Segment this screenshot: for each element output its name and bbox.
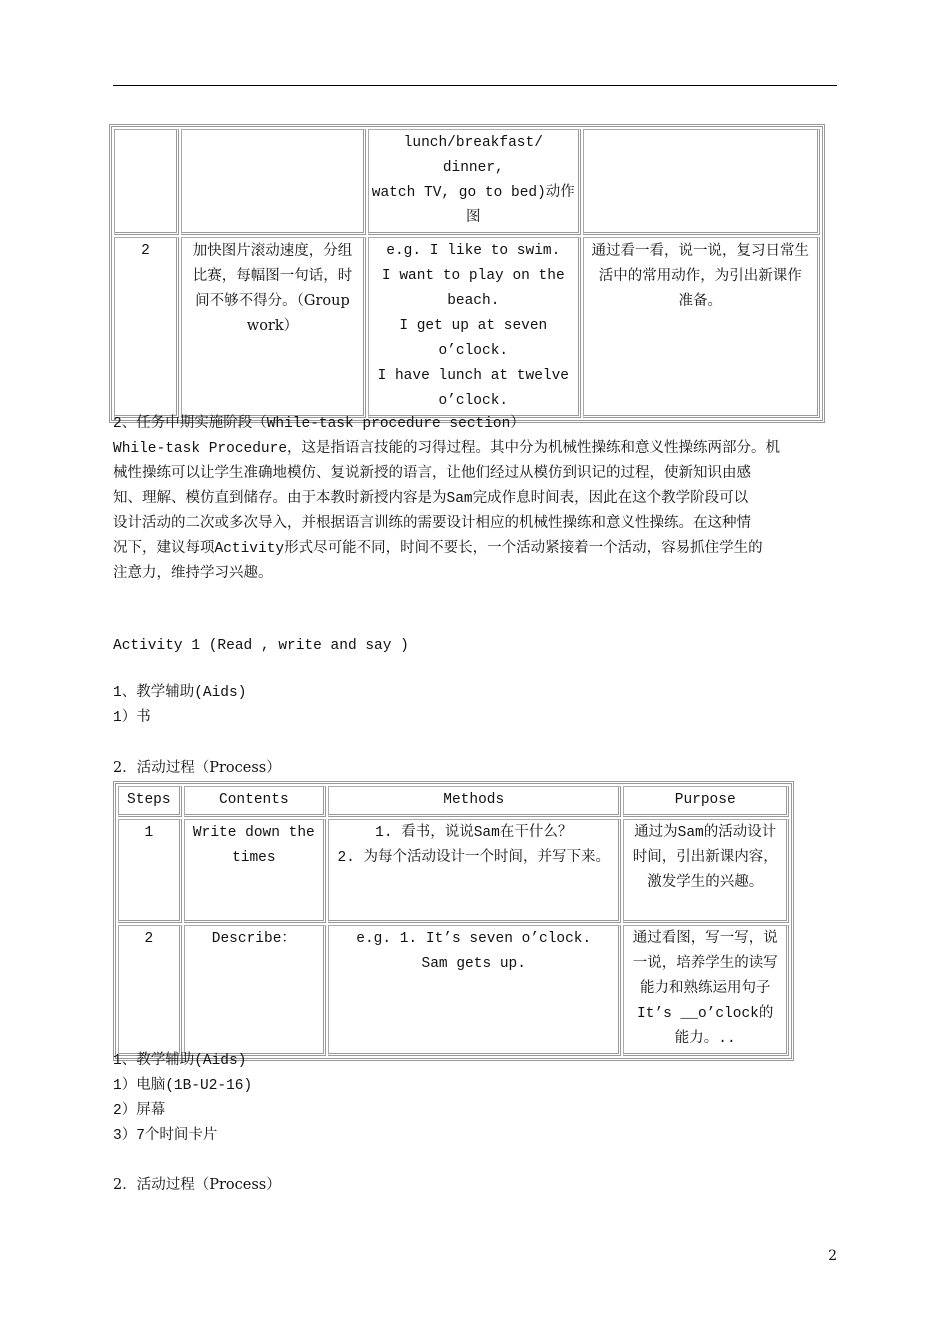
contents-cell-line: 间不够不得分。（Group [195, 293, 350, 309]
process-heading-2 [113, 1173, 838, 1198]
activity-title [113, 634, 838, 659]
step-cell [114, 129, 179, 235]
body-line: 注意力，维持学习兴趣。 [113, 566, 273, 582]
section-body [113, 437, 838, 587]
aids-item: 3）7个时间卡片 [113, 1128, 218, 1144]
methods-cell-line: lunch/breakfast/ dinner, [403, 135, 543, 176]
methods-cell [328, 819, 621, 923]
column-header: Contents [184, 786, 326, 817]
purpose-cell-line: 准备。 [678, 293, 723, 309]
section-heading [113, 412, 838, 437]
process-heading-2-text: 2．活动过程（Process） [113, 1177, 281, 1193]
purpose-cell-line: 激发学生的兴趣。 [647, 875, 764, 891]
methods-cell-line: o’clock. [438, 343, 509, 359]
aids-heading-text: 1、教学辅助(Aids) [113, 685, 247, 701]
aids-item: 1）书 [113, 710, 151, 726]
contents-cell-line: times [232, 850, 276, 866]
contents-cell [184, 819, 326, 923]
methods-cell [368, 129, 581, 235]
methods-cell-line: 图 [466, 210, 481, 226]
activity-table-continued [109, 124, 825, 423]
table-row [118, 819, 789, 923]
table-header-row [118, 786, 789, 817]
methods-cell-line: e.g. 1. It’s seven o’clock. [356, 931, 592, 947]
activity-title-text: Activity 1 (Read , write and say ) [113, 638, 409, 654]
step-cell: 1 [118, 819, 182, 923]
aids-item: 1）电脑(1B-U2-16) [113, 1078, 253, 1094]
column-header: Purpose [623, 786, 789, 817]
methods-cell-line: watch TV, go to bed)动作 [371, 185, 575, 201]
methods-cell [328, 925, 621, 1056]
contents-cell-line: Write down the [192, 825, 315, 841]
aids-heading-2 [113, 1049, 838, 1074]
contents-cell [181, 129, 366, 235]
table-row [114, 237, 820, 418]
table-row [114, 129, 820, 235]
purpose-cell-line: 一说，培养学生的读写 [632, 956, 778, 972]
purpose-cell-line: 通过看图，写一写，说 [632, 931, 778, 947]
purpose-cell-line: 能力。.. [674, 1031, 736, 1047]
purpose-cell [583, 129, 820, 235]
column-header: Methods [328, 786, 621, 817]
body-line: 设计活动的二次或多次导入，并根据语言训练的需要设计相应的机械性操练和意义性操练。在这种情 [113, 516, 751, 532]
body-line: 况下，建议每项Activity形式尽可能不同，时间不要长，一个活动紧接着一个活动，容易抓住学生的 [113, 541, 763, 557]
aids-list [113, 706, 838, 731]
table-row [118, 925, 789, 1056]
methods-cell-line: e.g. I like to swim. [386, 243, 561, 259]
methods-cell-line: 1. 看书，说说Sam在干什么？ [375, 825, 573, 841]
contents-cell [181, 237, 366, 418]
purpose-cell-line: 通过为Sam的活动设计 [634, 825, 777, 841]
section-heading-text: 2、任务中期实施阶段（While-task procedure section） [113, 416, 525, 432]
purpose-cell-line: 能力和熟练运用句子 [639, 981, 771, 997]
methods-cell-line: o’clock. [438, 393, 509, 409]
body-line: 知、理解、模仿直到储存。由于本教时新授内容是为Sam完成作息时间表，因此在这个教学阶段可以 [113, 491, 749, 507]
methods-cell-line: I get up at seven [399, 318, 548, 334]
aids-list-2 [113, 1074, 838, 1149]
purpose-cell-line: 时间，引出新课内容， [632, 850, 778, 866]
process-heading [113, 756, 838, 781]
contents-cell-line: 比赛，每幅图一句话，时 [192, 268, 353, 284]
purpose-cell-line: 活中的常用动作，为引出新课作 [598, 268, 802, 284]
process-table [113, 781, 794, 1061]
aids-heading [113, 681, 838, 706]
purpose-cell-line: It’s __o’clock的 [637, 1006, 774, 1022]
page-number: 2 [828, 1248, 837, 1264]
contents-cell [184, 925, 326, 1056]
purpose-cell [623, 925, 789, 1056]
methods-cell-line: I want to play on the [381, 268, 565, 284]
methods-cell-line: beach. [447, 293, 500, 309]
aids-heading-2-text: 1、教学辅助(Aids) [113, 1053, 247, 1069]
methods-cell [368, 237, 581, 418]
methods-cell-line: I have lunch at twelve [377, 368, 570, 384]
contents-cell-line: Describe： [211, 931, 296, 947]
aids-item: 2）屏幕 [113, 1103, 166, 1119]
purpose-cell-line: 通过看一看，说一说，复习日常生 [591, 243, 810, 259]
step-cell: 2 [118, 925, 182, 1056]
step-cell: 2 [114, 237, 179, 418]
header-rule [113, 85, 837, 86]
process-heading-text: 2．活动过程（Process） [113, 760, 281, 776]
body-line: 械性操练可以让学生准确地模仿、复说新授的语言，让他们经过从模仿到识记的过程，使新知识由感 [113, 466, 751, 482]
contents-cell-line: 加快图片滚动速度，分组 [192, 243, 353, 259]
contents-cell-line: work） [246, 318, 299, 334]
methods-cell-line: Sam gets up. [421, 956, 526, 972]
methods-cell-line: 2. 为每个活动设计一个时间，并写下来。 [337, 850, 611, 866]
purpose-cell [583, 237, 820, 418]
body-line: While-task Procedure，这是指语言技能的习得过程。其中分为机械性操练和意义性操练两部分。机 [113, 441, 781, 457]
column-header: Steps [118, 786, 182, 817]
purpose-cell [623, 819, 789, 923]
